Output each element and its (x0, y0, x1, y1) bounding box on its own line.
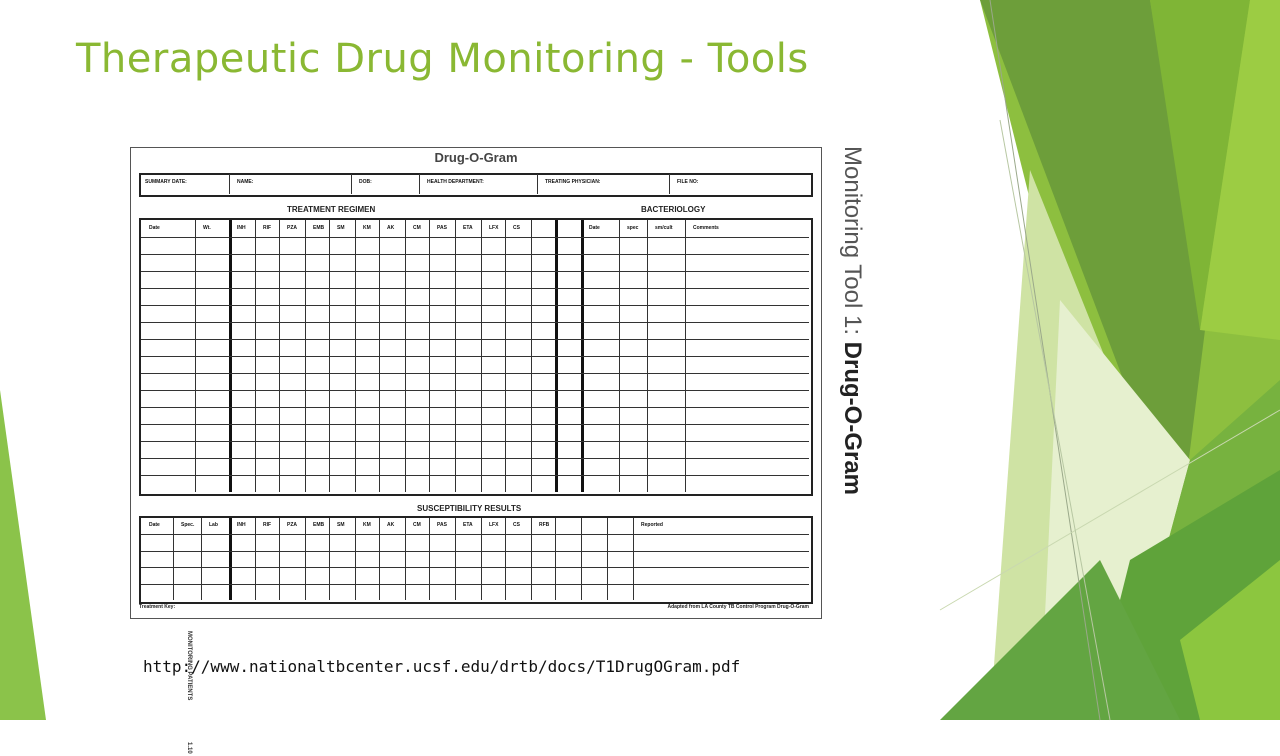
summary-field: FILE NO: (677, 179, 699, 185)
susceptibility-column-header: ETA (463, 522, 473, 528)
treatment-column-header: RIF (263, 225, 272, 231)
grid-row-line (141, 424, 809, 425)
grid-column-line (505, 518, 506, 600)
treatment-column-header: CS (513, 225, 520, 231)
grid-row-line (141, 237, 809, 238)
susceptibility-column-header: EMB (313, 522, 325, 528)
grid-row-line (141, 534, 809, 535)
grid-column-line (581, 518, 582, 600)
grid-row-line (141, 271, 809, 272)
slide-title: Therapeutic Drug Monitoring - Tools (76, 36, 809, 82)
treatment-key: Treatment Key: (139, 604, 176, 610)
left-accent-triangle (0, 390, 46, 720)
susceptibility-column-header: PAS (437, 522, 447, 528)
susceptibility-heading: SUSCEPTIBILITY RESULTS (417, 504, 522, 513)
adapted-from-note: Adapted from LA County TB Control Program Drug-O-Gram (667, 604, 809, 610)
caption-prefix: Monitoring Tool 1: (839, 146, 866, 342)
grid-row-line (141, 254, 809, 255)
susceptibility-grid (139, 516, 813, 604)
treatment-column-header: AK (387, 225, 395, 231)
susceptibility-column-header: CS (513, 522, 520, 528)
treatment-column-header: LFX (489, 225, 499, 231)
susceptibility-column-header: LFX (489, 522, 499, 528)
susceptibility-column-header: SM (337, 522, 345, 528)
susceptibility-column-header: Spec. (181, 522, 195, 528)
treatment-grid (139, 218, 813, 496)
grid-column-line (429, 518, 430, 600)
grid-column-line (279, 518, 280, 600)
grid-column-line (481, 518, 482, 600)
grid-column-line (405, 518, 406, 600)
susceptibility-column-header: CM (413, 522, 421, 528)
treatment-column-header: PZA (287, 225, 297, 231)
grid-column-line (255, 518, 256, 600)
monitoring-tool-caption (826, 146, 866, 496)
side-page-number: 1.10 (186, 742, 192, 754)
bacteriology-column-header: spec (627, 225, 639, 231)
grid-row-line (141, 567, 809, 568)
grid-row-line (141, 305, 809, 306)
grid-row-line (141, 322, 809, 323)
treatment-column-header: PAS (437, 225, 447, 231)
grid-column-line (305, 518, 306, 600)
susceptibility-column-header: PZA (287, 522, 297, 528)
grid-column-line (607, 518, 608, 600)
grid-row-line (141, 390, 809, 391)
grid-column-line (355, 518, 356, 600)
treatment-column-header: KM (363, 225, 371, 231)
grid-column-line (201, 518, 202, 600)
grid-row-line (141, 339, 809, 340)
bacteriology-heading: BACTERIOLOGY (641, 205, 706, 214)
form-title: Drug-O-Gram (434, 150, 518, 165)
grid-column-line (455, 518, 456, 600)
treatment-column-header: EMB (313, 225, 325, 231)
susceptibility-column-header: KM (363, 522, 371, 528)
grid-row-line (141, 584, 809, 585)
grid-column-line (229, 518, 232, 600)
grid-column-line (329, 518, 330, 600)
grid-row-line (141, 441, 809, 442)
side-caption-monitoring-patients: MONITORING PATIENTS (186, 631, 192, 701)
grid-column-line (633, 518, 634, 600)
grid-row-line (141, 475, 809, 476)
bacteriology-column-header: Date (589, 225, 600, 231)
bacteriology-column-header: Comments (693, 225, 719, 231)
bacteriology-column-header: sm/cult (655, 225, 673, 231)
treatment-column-header: Wt. (203, 225, 211, 231)
caption-bold: Drug-O-Gram (839, 341, 866, 496)
treatment-column-header: CM (413, 225, 421, 231)
summary-field: NAME: (237, 179, 254, 185)
treatment-column-header: SM (337, 225, 345, 231)
susceptibility-column-header: Reported (641, 522, 663, 528)
susceptibility-column-header: INH (237, 522, 246, 528)
grid-row-line (141, 458, 809, 459)
drug-o-gram-form (130, 147, 822, 619)
summary-field: HEALTH DEPARTMENT: (427, 179, 484, 185)
summary-box (139, 173, 813, 197)
susceptibility-column-header: Date (149, 522, 160, 528)
grid-row-line (141, 551, 809, 552)
grid-row-line (141, 373, 809, 374)
susceptibility-column-header: RIF (263, 522, 272, 528)
summary-field: DOB: (359, 179, 372, 185)
grid-row-line (141, 288, 809, 289)
grid-column-line (555, 518, 556, 600)
treatment-regimen-heading: TREATMENT REGIMEN (287, 205, 376, 214)
grid-column-line (531, 518, 532, 600)
grid-column-line (379, 518, 380, 600)
susceptibility-column-header: RFB (539, 522, 550, 528)
treatment-column-header: ETA (463, 225, 473, 231)
source-url[interactable]: http://www.nationaltbcenter.ucsf.edu/drtb/docs/T1DrugOGram.pdf (143, 657, 741, 676)
treatment-column-header: Date (149, 225, 160, 231)
susceptibility-column-header: AK (387, 522, 395, 528)
grid-column-line (173, 518, 174, 600)
grid-row-line (141, 356, 809, 357)
summary-field: TREATING PHYSICIAN: (545, 179, 601, 185)
susceptibility-column-header: Lab (209, 522, 218, 528)
grid-row-line (141, 407, 809, 408)
treatment-column-header: INH (237, 225, 246, 231)
summary-field: SUMMARY DATE: (145, 179, 187, 185)
